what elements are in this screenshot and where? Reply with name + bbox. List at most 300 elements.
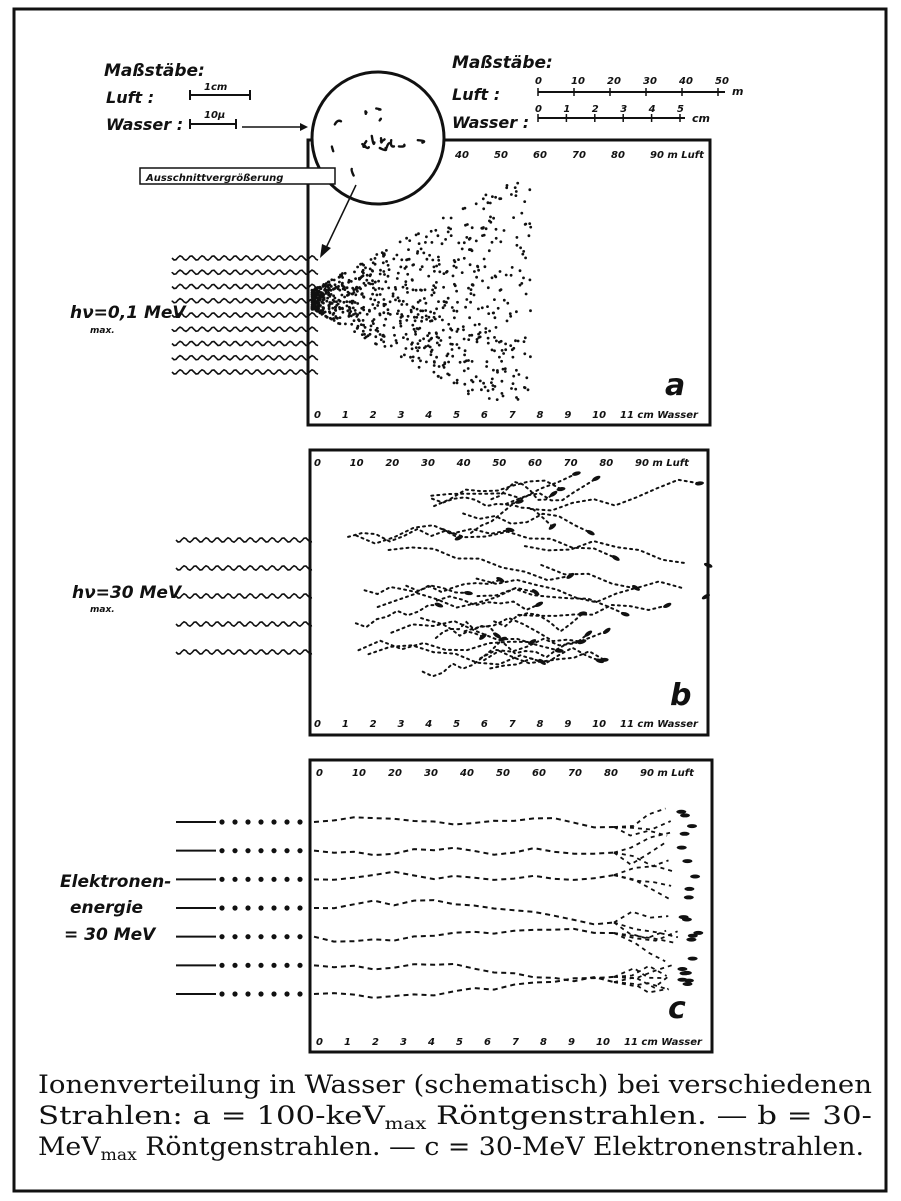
ion-dot-273 bbox=[457, 242, 460, 245]
ion-dot-709 bbox=[326, 284, 329, 287]
ion-dot-680 bbox=[347, 294, 350, 297]
ion-dot-10 bbox=[504, 370, 507, 373]
panel-b-top-tick-1: 10 bbox=[349, 458, 364, 469]
ion-dot-799 bbox=[419, 339, 422, 342]
ion-dot-734 bbox=[341, 282, 344, 285]
panel-a-bottom-tick-9: 9 bbox=[564, 410, 572, 421]
panel-c-beam-dot-6-1 bbox=[232, 991, 237, 996]
ion-dot-536 bbox=[374, 257, 377, 260]
panel-a-ray-6 bbox=[172, 341, 318, 345]
ion-dot-589 bbox=[400, 355, 403, 358]
ion-dot-222 bbox=[487, 337, 490, 340]
ion-dot-333 bbox=[529, 309, 532, 312]
panel-b-letter: b bbox=[670, 678, 692, 713]
ion-dot-555 bbox=[523, 340, 526, 343]
ion-dot-92 bbox=[450, 217, 453, 220]
ion-dot-792 bbox=[376, 330, 379, 333]
panel-c-branch-end-0-2 bbox=[680, 813, 690, 817]
ion-dot-584 bbox=[475, 375, 478, 378]
panel-b-bottom-tick-0: 0 bbox=[314, 719, 321, 730]
panel-c-beam-dot-6-6 bbox=[297, 991, 302, 996]
panel-c-branch-end-6-1 bbox=[677, 978, 687, 982]
magnifier-track-2 bbox=[380, 119, 381, 121]
ion-dot-89 bbox=[425, 302, 428, 305]
ion-dot-803 bbox=[438, 365, 441, 368]
ion-dot-852 bbox=[317, 303, 320, 306]
panel-c-beam-dot-4-0 bbox=[219, 934, 224, 939]
panel-c-branch-end-1-0 bbox=[680, 832, 690, 836]
ion-dot-35 bbox=[384, 318, 387, 321]
ion-dot-365 bbox=[456, 343, 459, 346]
ion-dot-785 bbox=[468, 248, 471, 251]
panel-c-beam-dot-6-3 bbox=[258, 991, 263, 996]
ion-dot-204 bbox=[382, 261, 385, 264]
ion-dot-867 bbox=[389, 313, 392, 316]
ion-dot-621 bbox=[463, 354, 466, 357]
panel-c-letter: c bbox=[668, 991, 686, 1026]
ion-dot-761 bbox=[521, 253, 524, 256]
ion-dot-831 bbox=[314, 298, 317, 301]
ion-dot-116 bbox=[385, 260, 388, 263]
ion-dot-870 bbox=[447, 226, 450, 229]
ion-dot-455 bbox=[418, 242, 421, 245]
ion-dot-666 bbox=[351, 293, 354, 296]
panel-c-source-line-2: energie bbox=[70, 898, 144, 918]
ion-dot-887 bbox=[330, 301, 333, 304]
panel-b-top-tick-9: 90 m Luft bbox=[635, 458, 689, 469]
ion-dot-547 bbox=[528, 234, 531, 237]
panel-c-beam-dot-4-6 bbox=[297, 934, 302, 939]
ion-dot-772 bbox=[467, 359, 470, 362]
ion-dot-777 bbox=[461, 271, 464, 274]
ion-dot-546 bbox=[445, 301, 448, 304]
ion-dot-619 bbox=[437, 234, 440, 237]
panel-b-top-tick-2: 20 bbox=[385, 458, 400, 469]
scale-right-air-label-5: 50 bbox=[715, 76, 729, 87]
ion-dot-292 bbox=[459, 361, 462, 364]
ion-dot-625 bbox=[438, 263, 441, 266]
ion-dot-317 bbox=[476, 341, 479, 344]
panel-a-bottom-tick-10: 10 bbox=[592, 410, 607, 421]
ion-dot-416 bbox=[517, 340, 520, 343]
panel-c-branch-end-6-2 bbox=[680, 971, 690, 975]
ion-dot-638 bbox=[405, 237, 408, 240]
ion-dot-802 bbox=[324, 311, 327, 314]
ion-dot-44 bbox=[529, 226, 532, 229]
ion-dot-469 bbox=[404, 267, 407, 270]
panel-b-ray-1 bbox=[176, 566, 312, 570]
ion-dot-574 bbox=[373, 318, 376, 321]
ion-dot-160 bbox=[415, 234, 418, 237]
scale-right-water-label-0: 0 bbox=[535, 104, 542, 115]
ion-dot-54 bbox=[447, 297, 450, 300]
ion-dot-182 bbox=[441, 242, 444, 245]
ion-dot-830 bbox=[506, 302, 509, 305]
panel-c-top-tick-7: 70 bbox=[568, 768, 582, 779]
ion-dot-718 bbox=[315, 307, 318, 310]
ion-dot-595 bbox=[463, 241, 466, 244]
panel-b-bottom-tick-3: 3 bbox=[397, 719, 405, 730]
ion-dot-776 bbox=[415, 316, 418, 319]
ion-dot-436 bbox=[433, 371, 436, 374]
ion-dot-207 bbox=[327, 304, 330, 307]
ion-dot-818 bbox=[405, 347, 408, 350]
ion-dot-517 bbox=[416, 327, 419, 330]
ion-dot-26 bbox=[425, 361, 428, 364]
ion-dot-825 bbox=[484, 265, 487, 268]
scale-right-water-label-1: 1 bbox=[563, 104, 571, 115]
panel-a-top-tick-1: 50 bbox=[494, 150, 508, 161]
caption-line-3-post: Röntgenstrahlen. — c = 30-MeV Elektronenstrahlen. bbox=[136, 1132, 816, 1161]
panel-b-source-label: hν=30 MeV bbox=[72, 583, 182, 603]
ion-dot-814 bbox=[469, 301, 472, 304]
scale-left-pointer-arrowhead bbox=[300, 123, 308, 131]
panel-c-top-tick-9: 90 m Luft bbox=[640, 768, 694, 779]
panel-c-beam-dot-1-5 bbox=[284, 848, 289, 853]
panel-a-bottom-tick-7: 7 bbox=[508, 410, 516, 421]
ion-dot-230 bbox=[470, 292, 473, 295]
magnifier-label: Ausschnittvergrößerung bbox=[146, 173, 284, 184]
ion-dot-686 bbox=[406, 338, 409, 341]
ion-dot-162 bbox=[450, 234, 453, 237]
ion-dot-485 bbox=[421, 265, 424, 268]
ion-dot-800 bbox=[461, 248, 464, 251]
ion-dot-468 bbox=[392, 258, 395, 261]
magnifier-track-11 bbox=[376, 109, 380, 110]
ion-dot-699 bbox=[322, 283, 325, 286]
ion-dot-841 bbox=[480, 227, 483, 230]
ion-dot-657 bbox=[350, 315, 353, 318]
ion-dot-372 bbox=[395, 339, 398, 342]
ion-dot-854 bbox=[470, 379, 473, 382]
magnifier-track-6 bbox=[332, 147, 333, 152]
panel-b-top-tick-4: 40 bbox=[456, 458, 471, 469]
ion-dot-698 bbox=[470, 288, 473, 291]
ion-dot-671 bbox=[417, 313, 420, 316]
panel-c-top-tick-1: 10 bbox=[352, 768, 366, 779]
magnifier-track-0 bbox=[365, 111, 366, 113]
ion-dot-807 bbox=[470, 334, 473, 337]
ion-dot-529 bbox=[511, 348, 514, 351]
ion-dot-876 bbox=[357, 318, 360, 321]
ion-dot-410 bbox=[371, 279, 374, 282]
ion-dot-741 bbox=[320, 291, 323, 294]
ion-dot-729 bbox=[473, 294, 476, 297]
ion-dot-862 bbox=[422, 337, 425, 340]
ion-dot-164 bbox=[515, 310, 518, 313]
ion-dot-450 bbox=[428, 316, 431, 319]
ion-dot-175 bbox=[462, 328, 465, 331]
ion-dot-551 bbox=[332, 299, 335, 302]
ion-dot-460 bbox=[408, 239, 411, 242]
ion-dot-863 bbox=[323, 296, 326, 299]
ion-dot-361 bbox=[504, 348, 507, 351]
panel-c-beam-dot-6-2 bbox=[245, 991, 250, 996]
ion-dot-324 bbox=[413, 328, 416, 331]
ion-dot-743 bbox=[330, 289, 333, 292]
panel-a-ray-4 bbox=[172, 313, 318, 317]
panel-a-top-tick-5: 90 m Luft bbox=[650, 150, 704, 161]
ion-dot-401 bbox=[355, 287, 358, 290]
panel-c-beam-dot-3-0 bbox=[219, 905, 224, 910]
panel-b-bottom-tick-7: 7 bbox=[508, 719, 516, 730]
ion-dot-663 bbox=[374, 281, 377, 284]
scale-legend-right bbox=[452, 53, 743, 132]
ion-dot-40 bbox=[463, 369, 466, 372]
ion-dot-323 bbox=[416, 252, 419, 255]
ion-dot-836 bbox=[485, 194, 488, 197]
ion-dot-239 bbox=[392, 326, 395, 329]
ion-dot-236 bbox=[485, 365, 488, 368]
ion-dot-582 bbox=[336, 317, 339, 320]
ion-dot-161 bbox=[468, 316, 471, 319]
panel-c-top-tick-8: 80 bbox=[604, 768, 618, 779]
ion-dot-211 bbox=[455, 266, 458, 269]
ion-dot-176 bbox=[466, 223, 469, 226]
scale-left-title: Maßstäbe: bbox=[104, 61, 205, 81]
ion-dot-240 bbox=[387, 287, 390, 290]
ion-dot-557 bbox=[351, 287, 354, 290]
panel-c-beam-dot-4-2 bbox=[245, 934, 250, 939]
scale-left-air-label: Luft : bbox=[106, 88, 155, 107]
ion-dot-773 bbox=[358, 286, 361, 289]
ion-dot-643 bbox=[463, 338, 466, 341]
ion-dot-736 bbox=[379, 333, 382, 336]
ion-dot-285 bbox=[484, 331, 487, 334]
panel-c-branch-end-1-2 bbox=[682, 859, 692, 863]
scale-right-air-label-0: 0 bbox=[535, 76, 542, 87]
ion-dot-467 bbox=[337, 299, 340, 302]
ion-dot-739 bbox=[524, 257, 527, 260]
ion-dot-128 bbox=[518, 373, 521, 376]
panel-a-photon-rays bbox=[172, 256, 318, 374]
ion-dot-445 bbox=[482, 197, 485, 200]
ion-dot-189 bbox=[376, 304, 379, 307]
ion-dot-754 bbox=[383, 303, 386, 306]
ion-dot-354 bbox=[394, 288, 397, 291]
ion-dot-549 bbox=[522, 277, 525, 280]
ion-dot-379 bbox=[359, 263, 362, 266]
ion-dot-556 bbox=[373, 299, 376, 302]
ion-dot-489 bbox=[501, 380, 504, 383]
ion-dot-278 bbox=[411, 324, 414, 327]
ion-dot-649 bbox=[328, 310, 331, 313]
caption-line-2 bbox=[38, 1101, 872, 1133]
ion-dot-576 bbox=[376, 294, 379, 297]
ion-dot-700 bbox=[332, 288, 335, 291]
panel-c-branch-end-5-1 bbox=[683, 982, 693, 986]
ion-dot-701 bbox=[359, 312, 362, 315]
ion-dot-8 bbox=[434, 229, 437, 232]
ion-dot-364 bbox=[379, 293, 382, 296]
panel-b-bottom-tick-8: 8 bbox=[536, 719, 544, 730]
ion-dot-270 bbox=[482, 382, 485, 385]
ion-dot-526 bbox=[406, 303, 409, 306]
ion-dot-705 bbox=[316, 289, 319, 292]
ion-dot-572 bbox=[399, 241, 402, 244]
ion-dot-661 bbox=[417, 342, 420, 345]
ion-dot-167 bbox=[407, 248, 410, 251]
scale-left-water-value: 10µ bbox=[204, 110, 226, 121]
ion-dot-275 bbox=[403, 354, 406, 357]
ion-dot-267 bbox=[494, 316, 497, 319]
panel-a-bottom-tick-0: 0 bbox=[314, 410, 321, 421]
ion-dot-882 bbox=[341, 272, 344, 275]
magnifier-track-7 bbox=[380, 148, 386, 150]
ion-dot-479 bbox=[457, 328, 460, 331]
ion-dot-184 bbox=[515, 190, 518, 193]
ion-dot-833 bbox=[372, 261, 375, 264]
ion-dot-318 bbox=[462, 207, 465, 210]
ion-dot-345 bbox=[375, 253, 378, 256]
panel-c-beam-dot-5-2 bbox=[245, 963, 250, 968]
ion-dot-330 bbox=[424, 241, 427, 244]
ion-dot-4 bbox=[451, 306, 454, 309]
ion-dot-828 bbox=[341, 307, 344, 310]
ion-dot-793 bbox=[410, 343, 413, 346]
ion-dot-794 bbox=[420, 320, 423, 323]
ion-dot-499 bbox=[487, 342, 490, 345]
panel-a-letter: a bbox=[665, 368, 686, 403]
ion-dot-120 bbox=[397, 296, 400, 299]
ion-dot-598 bbox=[495, 237, 498, 240]
ion-dot-78 bbox=[352, 307, 355, 310]
ion-dot-14 bbox=[501, 392, 504, 395]
magnifier-track-15 bbox=[381, 141, 382, 142]
panel-b-ray-2 bbox=[176, 594, 312, 598]
ion-dot-817 bbox=[484, 386, 487, 389]
ion-dot-290 bbox=[371, 293, 374, 296]
ion-dot-561 bbox=[492, 217, 495, 220]
panel-b-source-sub: max. bbox=[90, 605, 115, 615]
panel-b-ray-3 bbox=[176, 622, 312, 626]
ion-dot-332 bbox=[476, 266, 479, 269]
panel-c-beam-dot-5-6 bbox=[297, 963, 302, 968]
ion-dot-628 bbox=[421, 316, 424, 319]
ion-dot-850 bbox=[440, 376, 443, 379]
ion-dot-593 bbox=[467, 392, 470, 395]
ion-dot-868 bbox=[318, 305, 321, 308]
panel-b-bottom-tick-9: 9 bbox=[564, 719, 572, 730]
caption-line-1: Ionenverteilung in Wasser (schematisch) bei verschiedenen bbox=[38, 1070, 872, 1099]
ion-dot-501 bbox=[427, 344, 430, 347]
ion-dot-87 bbox=[379, 269, 382, 272]
ion-dot-688 bbox=[468, 238, 471, 241]
ion-dot-225 bbox=[453, 382, 456, 385]
ion-dot-788 bbox=[437, 375, 440, 378]
ion-dot-383 bbox=[401, 315, 404, 318]
panel-c-branch-end-0-1 bbox=[676, 810, 686, 814]
panel-c-beam-dot-4-4 bbox=[271, 934, 276, 939]
ion-dot-644 bbox=[505, 274, 508, 277]
ion-dot-106 bbox=[409, 356, 412, 359]
ion-dot-307 bbox=[426, 258, 429, 261]
ion-dot-677 bbox=[348, 315, 351, 318]
ion-dot-197 bbox=[411, 359, 414, 362]
ion-dot-422 bbox=[381, 288, 384, 291]
ion-dot-418 bbox=[362, 319, 365, 322]
ion-dot-351 bbox=[440, 339, 443, 342]
ion-dot-631 bbox=[514, 388, 517, 391]
ion-dot-565 bbox=[384, 280, 387, 283]
ion-dot-872 bbox=[374, 335, 377, 338]
ion-dot-385 bbox=[362, 264, 365, 267]
panel-c-bottom-tick-1: 1 bbox=[344, 1037, 351, 1048]
ion-dot-824 bbox=[379, 314, 382, 317]
ion-dot-227 bbox=[438, 270, 441, 273]
ion-dot-134 bbox=[443, 362, 446, 365]
ion-dot-53 bbox=[412, 263, 415, 266]
panel-b-bottom-tick-6: 6 bbox=[480, 719, 488, 730]
ion-dot-712 bbox=[449, 336, 452, 339]
caption-line-3-sub: max bbox=[100, 1145, 135, 1164]
ion-dot-510 bbox=[419, 268, 422, 271]
ion-dot-196 bbox=[435, 281, 438, 284]
ion-dot-443 bbox=[419, 299, 422, 302]
ion-dot-355 bbox=[406, 287, 409, 290]
ion-dot-545 bbox=[481, 234, 484, 237]
ion-dot-214 bbox=[528, 222, 531, 225]
ion-dot-808 bbox=[371, 283, 374, 286]
scale-right-air-label-2: 20 bbox=[607, 76, 621, 87]
ion-dot-388 bbox=[492, 312, 495, 315]
scale-right-water-unit: cm bbox=[692, 112, 710, 125]
ion-dot-399 bbox=[510, 193, 513, 196]
ion-dot-321 bbox=[341, 294, 344, 297]
ion-dot-874 bbox=[370, 325, 373, 328]
ion-dot-390 bbox=[435, 265, 438, 268]
ion-dot-471 bbox=[477, 269, 480, 272]
ion-dot-636 bbox=[382, 255, 385, 258]
ion-dot-46 bbox=[374, 307, 377, 310]
panel-b-bottom-tick-2: 2 bbox=[369, 719, 377, 730]
ion-dot-255 bbox=[378, 287, 381, 290]
ion-dot-327 bbox=[434, 286, 437, 289]
ion-dot-716 bbox=[328, 295, 331, 298]
panel-b-bottom-tick-5: 5 bbox=[453, 719, 461, 730]
ion-dot-883 bbox=[471, 249, 474, 252]
ion-dot-337 bbox=[369, 274, 372, 277]
ion-dot-674 bbox=[463, 383, 466, 386]
ion-dot-414 bbox=[481, 306, 484, 309]
ion-dot-567 bbox=[383, 324, 386, 327]
ion-dot-312 bbox=[500, 360, 503, 363]
ion-dot-145 bbox=[487, 312, 490, 315]
panel-b-top-tick-3: 30 bbox=[421, 458, 435, 469]
panel-c-beam-dot-1-3 bbox=[258, 848, 263, 853]
ion-dot-400 bbox=[334, 283, 337, 286]
caption-line-3-pre: MeV bbox=[38, 1132, 97, 1161]
ion-dot-265 bbox=[431, 241, 434, 244]
panel-c-beam-dot-2-5 bbox=[284, 877, 289, 882]
ion-dot-308 bbox=[338, 281, 341, 284]
panel-a-bottom-tick-6: 6 bbox=[480, 410, 488, 421]
panel-c-beam-dot-5-5 bbox=[284, 963, 289, 968]
ion-dot-356 bbox=[395, 342, 398, 345]
panel-c-beam-dot-4-1 bbox=[232, 934, 237, 939]
ion-dot-823 bbox=[471, 226, 474, 229]
ion-dot-219 bbox=[469, 263, 472, 266]
panel-c-electron-beams bbox=[176, 819, 303, 996]
ion-dot-93 bbox=[343, 301, 346, 304]
ion-dot-656 bbox=[442, 217, 445, 220]
ion-dot-441 bbox=[377, 301, 380, 304]
ion-dot-309 bbox=[453, 265, 456, 268]
ion-dot-394 bbox=[414, 319, 417, 322]
ion-dot-513 bbox=[364, 337, 367, 340]
ion-dot-404 bbox=[520, 212, 523, 215]
ion-dot-110 bbox=[529, 279, 532, 282]
